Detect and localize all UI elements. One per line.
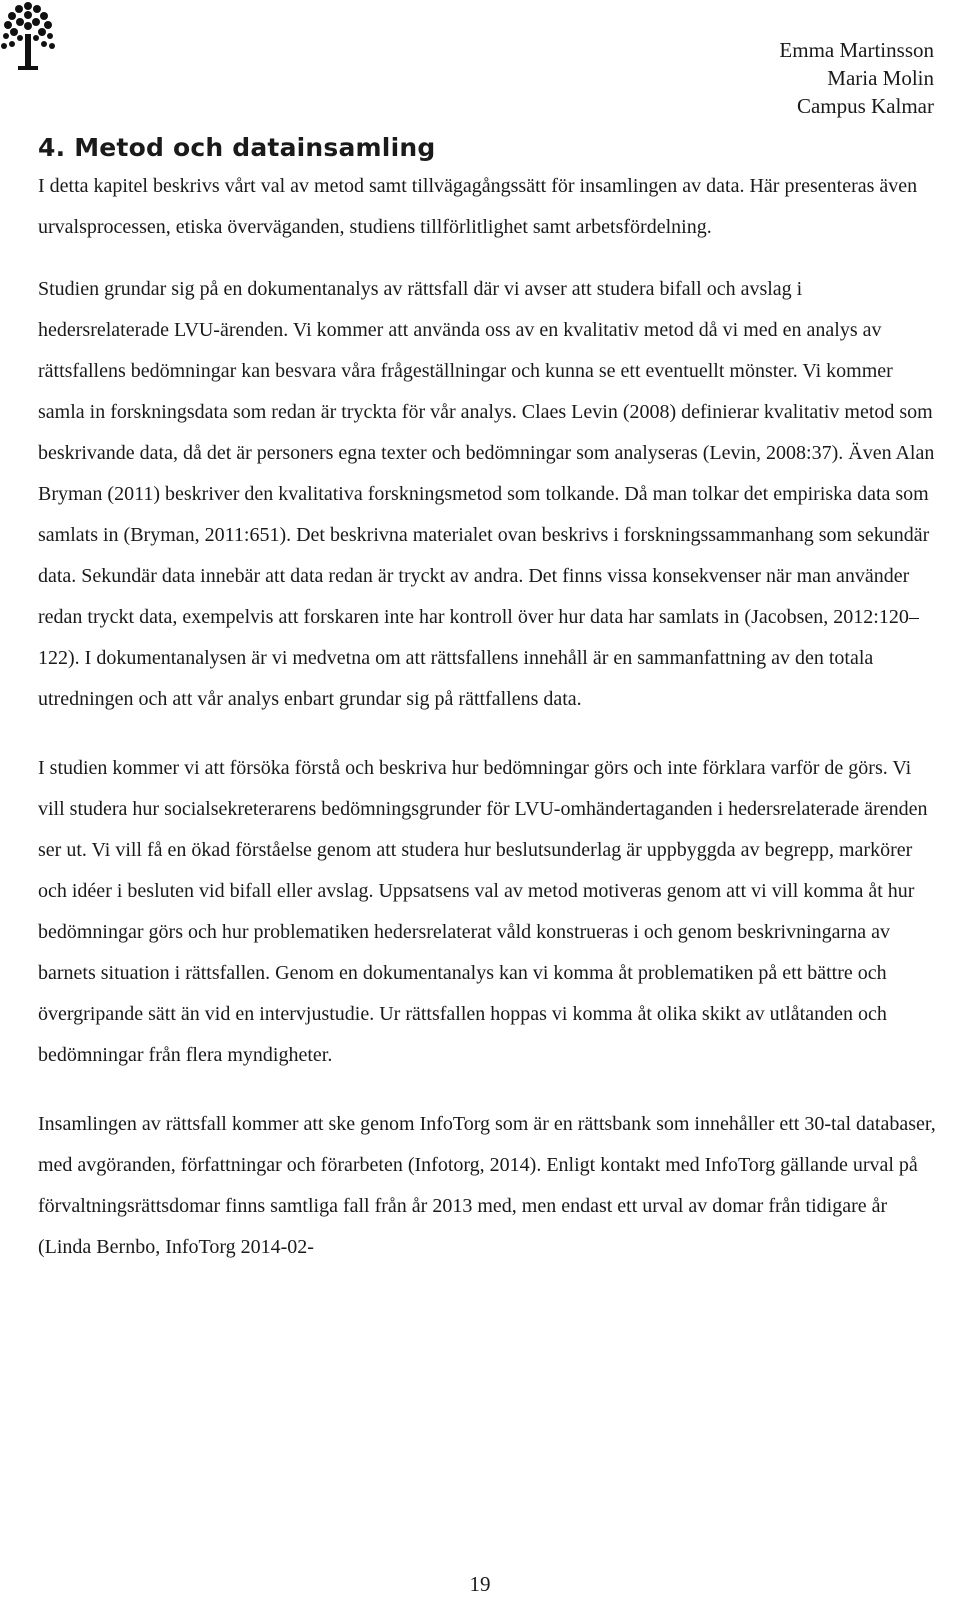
author-name: Emma Martinsson <box>779 38 934 62</box>
document-body <box>38 166 938 1268</box>
author-name: Maria Molin <box>827 66 934 90</box>
paragraph: I studien kommer vi att försöka förstå och beskriva hur bedömningar görs och inte förklara varför de görs. Vi vill studera hur socialsekreterarens bedömningsgrunder för LVU-omhändertaganden i hedersrelaterade ärenden ser ut. Vi vill få en ökad förståelse genom att studera hur beslutsunderlag är uppbyggda av begrepp, markörer och idéer i besluten vid bifall eller avslag. Uppsatsens val av metod motiveras genom att vi vill komma åt hur bedömningar görs och hur problematiken hedersrelaterat våld konstrueras i och genom beskrivningarna av barnets situation i rättsfallen. Genom en dokumentanalys kan vi komma åt problematiken på ett bättre och övergripande sätt än vid en intervjustudie. Ur rättsfallen hoppas vi komma åt olika skikt av utlåtanden och bedömningar från flera myndigheter. <box>38 757 928 1066</box>
page-number: 19 <box>469 1572 491 1596</box>
section-heading: 4. Metod och datainsamling <box>38 133 436 162</box>
paragraph: Insamlingen av rättsfall kommer att ske genom InfoTorg som är en rättsbank som innehåller ett 30-tal databaser, med avgöranden, författningar och förarbeten (Infotorg, 2014). Enligt kontakt med InfoTorg gällande urval på förvaltningsrättsdomar finns samtliga fall från år 2013 med, men endast ett urval av domar från tidigare år (Linda Bernbo, InfoTorg 2014-02- <box>38 1113 936 1258</box>
tree-logo-icon <box>0 0 56 72</box>
campus-name: Campus Kalmar <box>796 94 934 118</box>
paragraph: I detta kapitel beskrivs vårt val av metod samt tillvägagångssätt för insamlingen av data. Här presenteras även urvalsprocessen, etiska överväganden, studiens tillförlitlighet samt arbetsfördelning. <box>38 175 918 238</box>
header-authors <box>779 36 934 120</box>
paragraph: Studien grundar sig på en dokumentanalys av rättsfall där vi avser att studera bifall och avslag i hedersrelaterade LVU-ärenden. Vi kommer att använda oss av en kvalitativ metod då vi med en analys av rättsfallens bedömningar kan besvara våra frågeställningar och kunna se ett eventuellt mönster. Vi kommer samla in forskningsdata som redan är tryckta för vår analys. Claes Levin (2008) definierar kvalitativ metod som beskrivande data, då det är personers egna texter och bedömningar som analyseras (Levin, 2008:37). Även Alan Bryman (2011) beskriver den kvalitativa forskningsmetod som tolkande. Då man tolkar det empiriska data som samlats in (Bryman, 2011:651). Det beskrivna materialet ovan beskrivs i forskningssammanhang som sekundär data. Sekundär data innebär att data redan är tryckt av andra. Det finns vissa konsekvenser när man använder redan tryckt data, exempelvis att forskaren inte har kontroll över hur data har samlats in (Jacobsen, 2012:120–122). I dokumentanalysen är vi medvetna om att rättsfallens innehåll är en sammanfattning av den totala utredningen och att vår analys enbart grundar sig på rättfallens data. <box>38 278 935 710</box>
